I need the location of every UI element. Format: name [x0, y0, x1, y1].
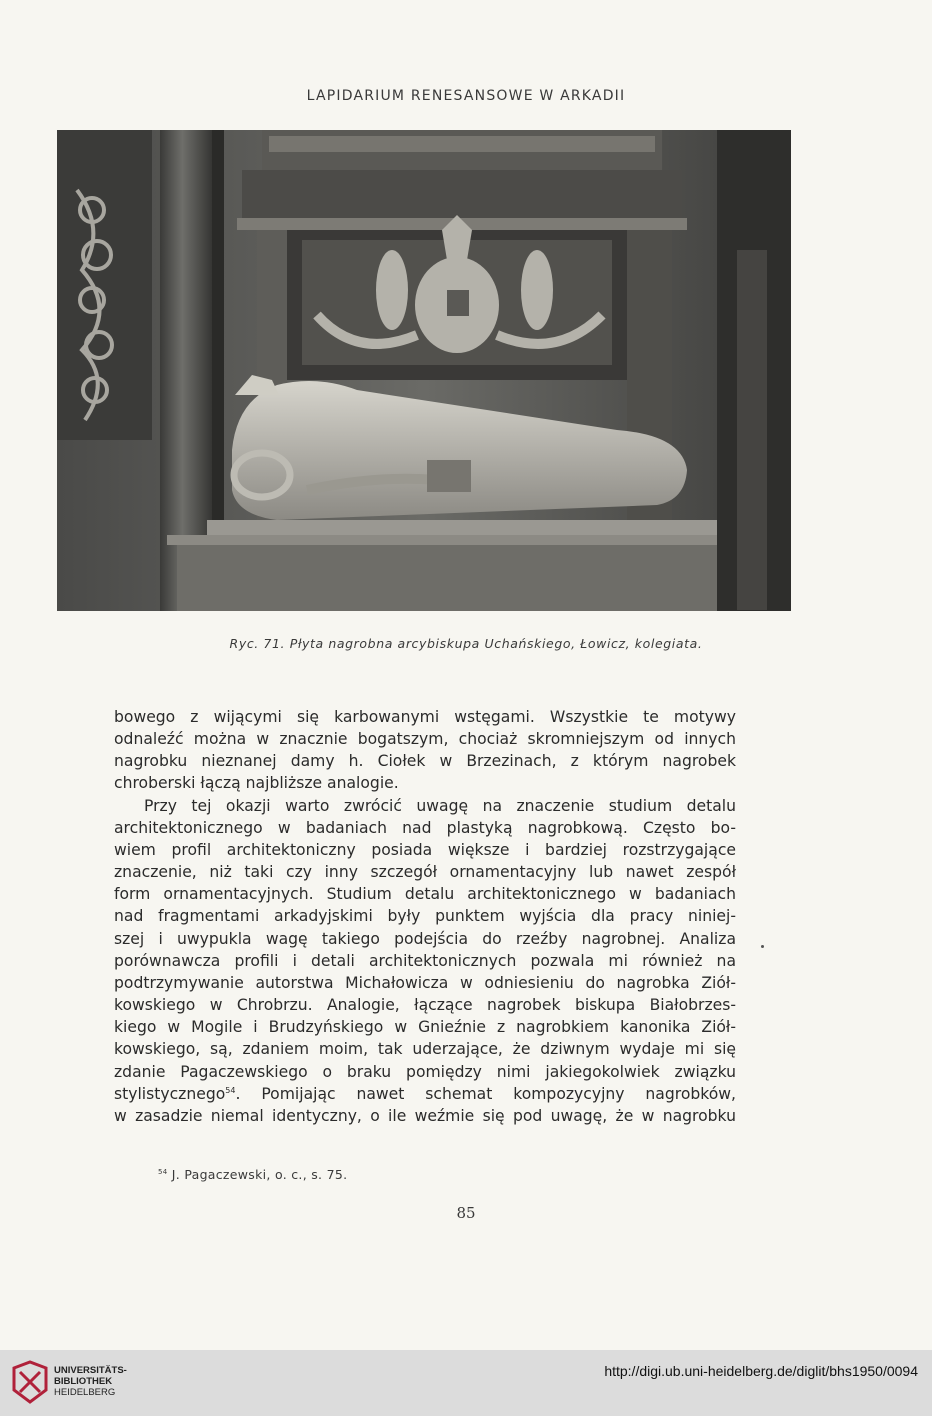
footnote-reference[interactable]: 54: [225, 1085, 236, 1095]
text-line-with-footnote: [114, 1083, 736, 1105]
library-line: UNIVERSITÄTS-: [54, 1365, 127, 1376]
footer-bar: [0, 1350, 932, 1416]
text-line: chroberski łączą najbliższe analogie.: [114, 774, 399, 793]
source-url-link[interactable]: http://digi.ub.uni-heidelberg.de/diglit/bhs1950/0094: [604, 1363, 918, 1379]
text-line: architektonicznego w badaniach nad plastyką nagrobkową. Często bo-: [114, 818, 736, 837]
text-fragment: . Pomijając nawet schemat kompozycyjny nagrobków,: [235, 1084, 736, 1103]
caption-text: Płyta nagrobna arcybiskupa Uchańskiego, Łowicz, kolegiata.: [289, 636, 703, 651]
footnote-number: 54: [158, 1167, 168, 1176]
text-line: bowego z wijącymi się karbowanymi wstęgami. Wszystkie te motywy: [114, 708, 736, 726]
library-line: HEIDELBERG: [54, 1387, 116, 1398]
text-line: kowskiego w Chrobrzu. Analogie, łączące nagrobek biskupa Białobrzes-: [114, 996, 736, 1015]
text-fragment: stylistycznego: [114, 1084, 226, 1103]
library-name: [54, 1365, 127, 1398]
caption-label: Ryc. 71.: [229, 636, 286, 651]
text-line: kowskiego, są, zdaniem moim, tak uderzające, że dziwnym wydaje mi się: [114, 1040, 736, 1059]
text-line: nad fragmentami arkadyjskimi były punktem wyjścia dla pracy niniej-: [114, 907, 736, 926]
tomb-photograph: [57, 130, 791, 611]
body-text: [114, 706, 736, 1127]
text-line: podtrzymywanie autorstwa Michałowicza w odniesieniu do nagrobka Ziół-: [114, 973, 736, 992]
text-line: form ornamentacyjnych. Studium detalu architektonicznego w badaniach: [114, 885, 736, 904]
library-line: BIBLIOTHEK: [54, 1376, 113, 1387]
text-line: znaczenie, niż taki czy inny szczegół ornamentacyjny lub nawet zespół: [114, 863, 736, 882]
footnote: [158, 1167, 347, 1182]
text-line: kiego w Mogile i Brudzyńskiego w Gnieźnie z nagrobkiem kanonika Ziół-: [114, 1018, 736, 1037]
text-line: odnaleźć można w znacznie bogatszym, chociaż skromniejszym od innych: [114, 730, 736, 749]
figure-caption: [0, 636, 932, 651]
text-line: Przy tej okazji warto zwrócić uwagę na znaczenie studium detalu: [144, 796, 736, 815]
margin-mark: [761, 945, 764, 948]
footnote-text: J. Pagaczewski, o. c., s. 75.: [171, 1167, 348, 1182]
text-line: porównawcza profili i detali architektonicznych pozwala mi również na: [114, 951, 736, 970]
library-logo-icon: [10, 1360, 50, 1404]
text-line: nagrobku nieznanej damy h. Ciołek w Brzezinach, z którym nagrobek: [114, 752, 736, 771]
text-line: szej i uwypukla wagę takiego podejścia do rzeźby nagrobnej. Analiza: [114, 929, 736, 948]
text-line: w zasadzie niemal identyczny, o ile weźmie się pod uwagę, że w nagrobku: [114, 1106, 736, 1125]
page-number: 85: [456, 1204, 476, 1222]
running-title: LAPIDARIUM RENESANSOWE W ARKADII: [306, 88, 626, 104]
text-line: wiem profil architektoniczny posiada większe i bardziej rozstrzygające: [114, 840, 736, 859]
text-line: zdanie Pagaczewskiego o braku pomiędzy nimi jakiegokolwiek związku: [114, 1062, 736, 1081]
